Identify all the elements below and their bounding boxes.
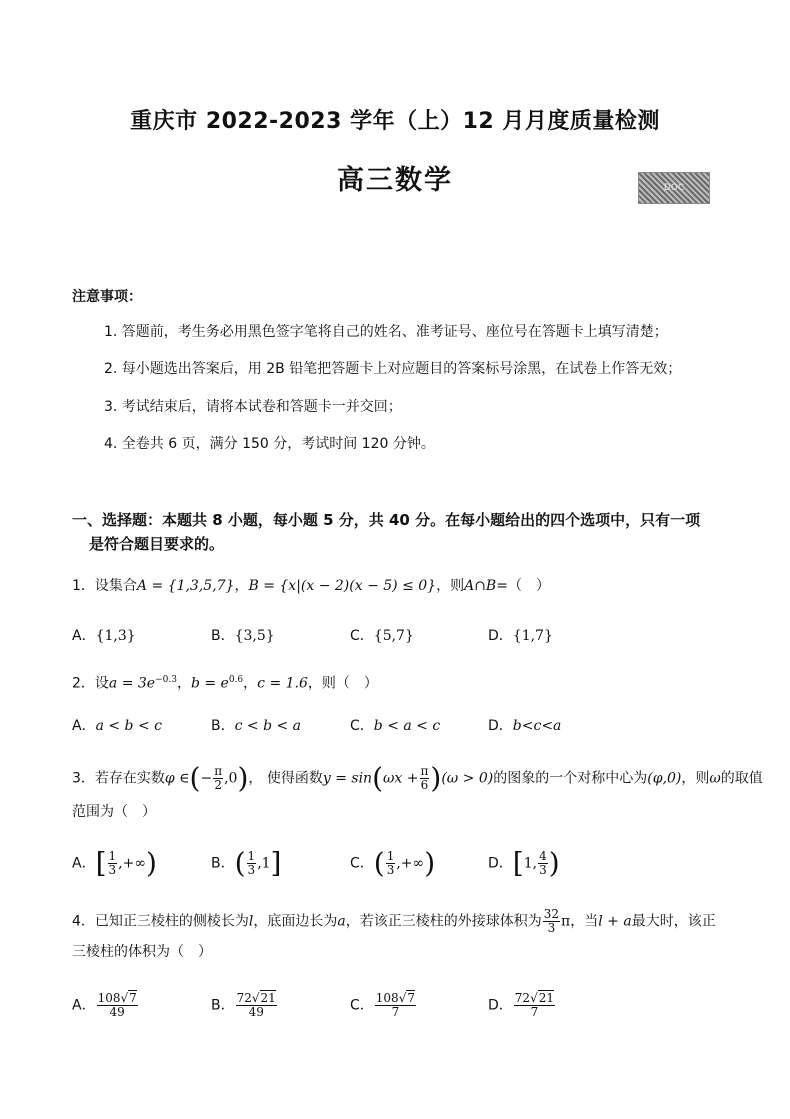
option-value: {1,7} (512, 628, 553, 644)
q4-text-b: ，底面边长为 (253, 913, 338, 930)
question-number: 2． (72, 675, 95, 692)
option-label: C． (350, 718, 374, 734)
q3-frac-pi-2 (213, 765, 223, 792)
bracket: [ (95, 846, 107, 880)
option-label: C． (350, 855, 374, 872)
q1-expr: A∩B (464, 578, 497, 594)
option-label: B． (211, 718, 235, 734)
q2-b-exp: 0.6 (228, 675, 244, 685)
option-tail: ,1 (257, 855, 271, 872)
q4-a: a (337, 913, 346, 930)
watermark-stamp (638, 172, 710, 204)
q1-option-b[interactable] (211, 626, 275, 646)
question-number: 1． (72, 578, 95, 594)
q2-b-base: b = e (190, 675, 229, 692)
option-label: B． (211, 628, 235, 644)
option-label: A． (72, 997, 96, 1014)
frac-num: 4 (539, 849, 547, 863)
q1-option-d[interactable] (488, 626, 553, 646)
q3-frac-pi-6 (420, 765, 430, 792)
q2-stem-suffix: ，则（ ） (307, 675, 378, 692)
option-value: {3,5} (234, 628, 275, 644)
q2-c-def: c = 1.6 (257, 675, 308, 692)
q2-a-base: a = 3e (108, 675, 156, 692)
q3-mid: ， 使得函数 (248, 770, 323, 787)
note-item: 3. 考试结束后，请将本试卷和答题卡一并交回； (104, 399, 402, 415)
note-item: 2. 每小题选出答案后，用 2B 铅笔把答题卡上对应题目的答案标号涂黑，在试卷上作答无效； (104, 361, 682, 377)
question-3-stem (72, 761, 763, 795)
q4-text-d: ，当 (570, 913, 599, 930)
option-value: b<c<a (512, 718, 562, 734)
q3-omega-x: ωx + (383, 770, 419, 787)
q1-stem-prefix: 设集合 (94, 578, 137, 594)
frac-1-3 (108, 850, 118, 877)
frac-den: 3 (539, 863, 547, 877)
q1-set-a: A = {1,3,5,7} (136, 578, 235, 594)
q3-cond: (ω > 0) (441, 770, 494, 787)
sqrt-sign: √ (120, 991, 129, 1005)
q3-omega: ω (709, 770, 721, 787)
option-label: D． (488, 855, 513, 872)
bracket: ) (424, 846, 436, 880)
frac-den: 3 (386, 863, 395, 877)
q3-option-d[interactable] (488, 846, 560, 880)
frac-1-3 (386, 850, 396, 877)
option-label: D． (488, 718, 513, 734)
q4-pi: π (561, 913, 571, 930)
q3-option-a[interactable] (72, 846, 157, 880)
section-heading (72, 508, 722, 556)
q2-option-d[interactable] (488, 716, 561, 736)
frac-coef: 72 (514, 991, 531, 1005)
sqrt-sign: √ (398, 991, 407, 1005)
q4-sum: l + a (598, 913, 632, 930)
frac-num: 1 (247, 849, 256, 863)
question-number: 4． (72, 913, 95, 930)
sqrt-sign: √ (251, 991, 260, 1005)
option-label: B． (211, 855, 235, 872)
bracket: [ (512, 846, 524, 880)
question-2-stem (72, 670, 378, 694)
q3-rparen2: ) (430, 761, 442, 795)
q4-option-d[interactable] (488, 992, 556, 1019)
bracket: ) (146, 846, 157, 880)
q3-y-eq: y = sin (322, 770, 373, 787)
frac-den: 49 (109, 1005, 125, 1019)
frac-radicand: 7 (129, 991, 137, 1005)
q2-sep: ， (243, 675, 258, 692)
q4-option-frac (514, 992, 555, 1019)
frac-den: 3 (108, 863, 117, 877)
q3-rparen: ) (237, 761, 249, 795)
stamp-text: DOC (663, 183, 685, 193)
option-tail: ,+∞ (118, 855, 146, 872)
frac-den: 2 (214, 778, 222, 792)
q2-option-a[interactable] (72, 716, 162, 736)
bracket: ( (373, 846, 385, 880)
option-label: D． (488, 997, 513, 1014)
q2-option-b[interactable] (211, 716, 301, 736)
frac-radicand: 21 (538, 991, 554, 1005)
frac-num: π (214, 764, 223, 778)
option-label: A． (72, 855, 96, 872)
q1-set-b: B = {x|(x − 2)(x − 5) ≤ 0} (248, 578, 437, 594)
frac-radicand: 21 (260, 991, 276, 1005)
q1-stem-mid: ，则 (436, 578, 465, 594)
q4-option-frac (97, 992, 138, 1019)
q2-a-exp: −0.3 (155, 675, 177, 685)
q3-comma0: ,0 (224, 770, 238, 787)
frac-num (97, 992, 138, 1006)
q3-lparen: ( (189, 761, 201, 795)
q3-stem-suffix: 的图象的一个对称中心为 (493, 770, 648, 787)
option-label: A． (72, 628, 96, 644)
q3-phi-in: φ ∈ (164, 770, 190, 787)
q3-line1-end: 的取值 (720, 770, 763, 787)
q3-option-b[interactable] (211, 846, 282, 880)
q3-center: (φ,0) (647, 770, 682, 787)
q4-frac-32-3 (543, 908, 560, 935)
q4-l: l (248, 913, 254, 930)
frac-num: 32 (543, 907, 560, 921)
q3-lparen2: ( (372, 761, 384, 795)
option-label: D． (488, 628, 513, 644)
question-1-stem (72, 576, 550, 596)
q4-text-a: 已知正三棱柱的侧棱长为 (94, 913, 249, 930)
bracket: ) (548, 846, 560, 880)
option-value: a < b < c (95, 718, 162, 734)
bracket: ( (234, 846, 246, 880)
note-item: 1. 答题前，考生务必用黑色签字笔将自己的姓名、准考证号、座位号在答题卡上填写清楚； (104, 324, 668, 340)
notes-heading: 注意事项： (72, 289, 142, 305)
q1-option-c[interactable] (350, 626, 414, 646)
frac-num: π (420, 764, 429, 778)
q2-sep: ， (176, 675, 191, 692)
q4-option-frac (236, 992, 277, 1019)
bracket: ] (270, 846, 282, 880)
frac-num: 1 (386, 849, 395, 863)
option-value: {1,3} (95, 628, 136, 644)
frac-num (236, 992, 277, 1006)
q3-line2: 范围为（ ） (72, 804, 156, 820)
q3-stem-prefix: 若存在实数 (94, 770, 165, 787)
option-value: c < b < a (234, 718, 302, 734)
q4-option-a[interactable] (72, 992, 139, 1019)
frac-num (375, 992, 416, 1006)
frac-den: 49 (248, 1005, 264, 1019)
option-value: {5,7} (373, 628, 414, 644)
sqrt-sign: √ (530, 991, 538, 1005)
q1-option-a[interactable] (72, 626, 136, 646)
q1-sep: ， (234, 578, 249, 594)
frac-den: 6 (420, 778, 429, 792)
option-label: B． (211, 997, 235, 1014)
frac-den: 7 (530, 1005, 539, 1019)
section-heading-line1: 一、选择题：本题共 8 小题，每小题 5 分，共 40 分。在每小题给出的四个选项中，只有一项 (72, 511, 701, 529)
q4-option-frac (375, 992, 416, 1019)
q4-option-c[interactable] (350, 992, 417, 1019)
question-4-stem (72, 908, 716, 935)
frac-1-3 (247, 850, 257, 877)
frac-den: 7 (391, 1005, 400, 1019)
frac-coef: 108 (97, 991, 121, 1005)
q3-option-c[interactable] (350, 846, 436, 880)
section-heading-line2: 是符合题目要求的。 (89, 535, 225, 553)
q4-option-b[interactable] (211, 992, 278, 1019)
option-label: A． (72, 718, 96, 734)
q4-text-c: ，若该正三棱柱的外接球体积为 (345, 913, 542, 930)
option-label: C． (350, 628, 374, 644)
option-lead: 1, (523, 855, 538, 872)
frac-4-3 (538, 850, 548, 877)
question-number: 3． (72, 770, 95, 787)
frac-num: 1 (108, 849, 117, 863)
exam-subject: 高三数学 (337, 165, 453, 196)
frac-coef: 72 (236, 991, 252, 1005)
note-item: 4. 全卷共 6 页，满分 150 分，考试时间 120 分钟。 (104, 436, 435, 452)
q4-text-e: 最大时，该正 (631, 913, 716, 930)
frac-den: 3 (247, 863, 256, 877)
q2-option-c[interactable] (350, 716, 440, 736)
frac-den: 3 (547, 921, 556, 935)
frac-num (514, 992, 555, 1006)
option-value: b < a < c (373, 718, 441, 734)
q2-stem-prefix: 设 (94, 675, 109, 692)
frac-radicand: 7 (407, 991, 415, 1005)
frac-coef: 108 (375, 991, 399, 1005)
option-tail: ,+∞ (396, 855, 425, 872)
q3-neg: − (200, 770, 213, 787)
exam-title: 重庆市 2022-2023 学年（上）12 月月度质量检测 (130, 109, 660, 134)
q1-stem-suffix: =（ ） (496, 578, 550, 594)
q4-line2: 三棱柱的体积为（ ） (72, 944, 212, 960)
q3-then: ，则 (681, 770, 710, 787)
option-label: C． (350, 997, 374, 1014)
